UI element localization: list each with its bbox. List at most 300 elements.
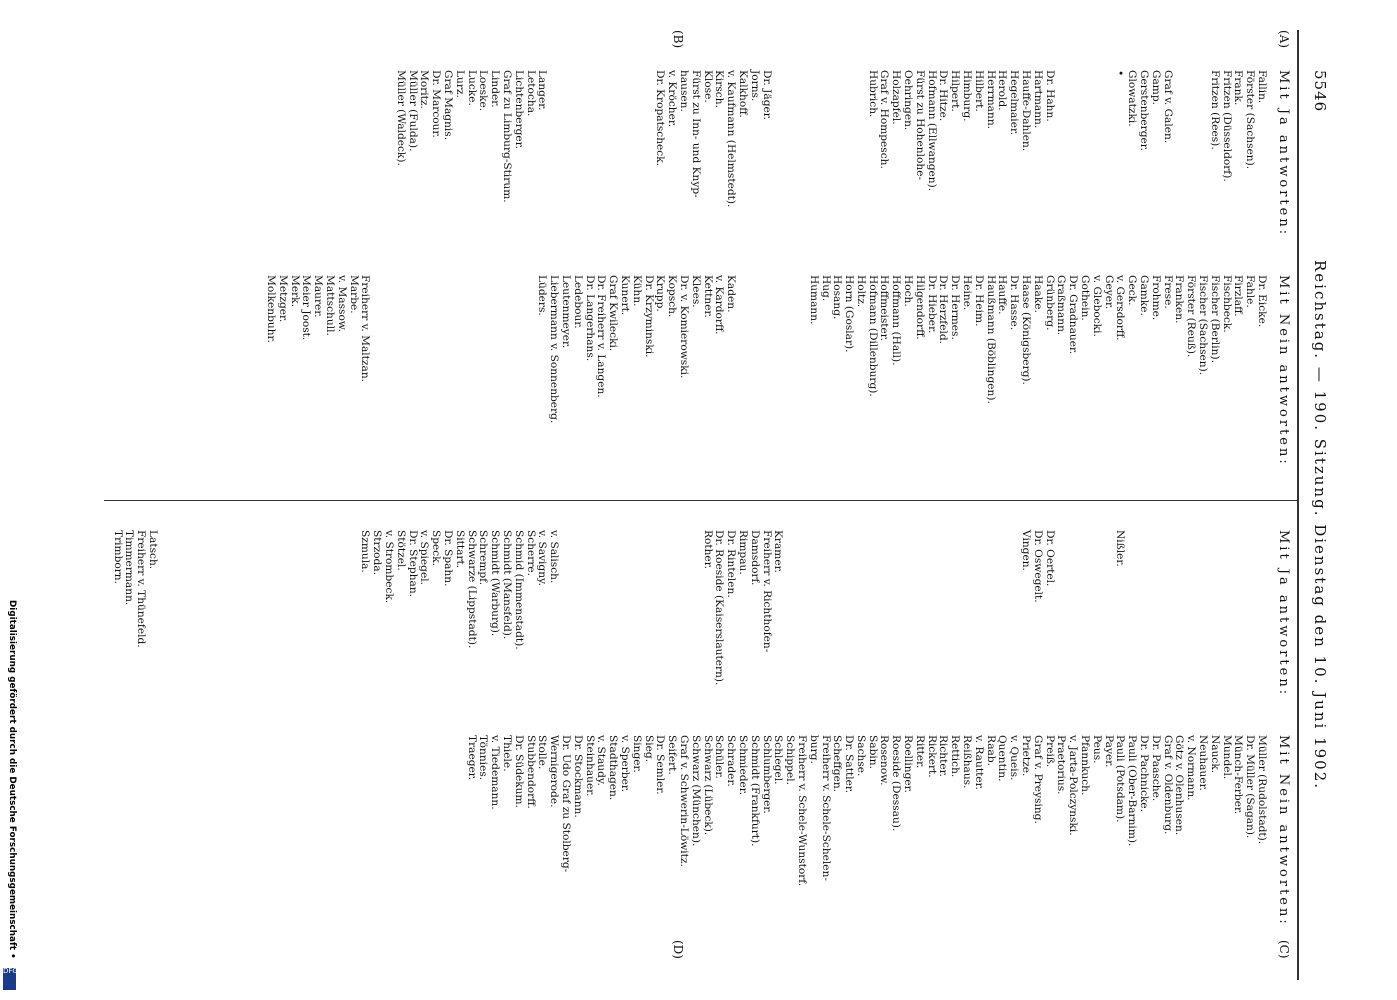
delegate-name: Gamke. <box>1138 275 1151 316</box>
delegate-name: Haake. <box>1031 275 1044 313</box>
delegate-name: Herold. <box>996 70 1009 111</box>
delegate-name: Fischbeck. <box>1220 275 1233 333</box>
blank-line <box>1007 530 1019 685</box>
blank-line <box>547 70 559 207</box>
blank-line <box>960 530 972 685</box>
delegate-name: Letocha. <box>524 70 537 117</box>
right-half <box>111 510 1291 980</box>
delegate-name: Mattschull. <box>324 275 337 336</box>
blank-line <box>1090 530 1102 685</box>
delegate-name: Hilbert. <box>972 70 985 112</box>
delegate-name: Graf zu Limburg-Stirum. <box>501 70 513 203</box>
blank-line <box>406 275 418 423</box>
blank-line <box>429 275 441 423</box>
delegate-name: Horn (Goslar). <box>843 275 856 353</box>
blank-line <box>913 530 925 685</box>
blank-line <box>1125 530 1137 685</box>
delegate-name: Himburg. <box>961 70 974 122</box>
blank-line <box>819 530 831 685</box>
center-column-rule <box>104 500 1299 501</box>
delegate-name: Haußmann (Böblingen). <box>984 275 997 404</box>
delegate-name: Hartmann. <box>1031 70 1044 129</box>
delegate-name: Mundel. <box>1220 735 1233 780</box>
delegate-name: Hauffe. <box>996 275 1009 315</box>
delegate-name: v. Savigny. <box>536 530 549 586</box>
delegate-name: Schippel. <box>784 735 797 785</box>
delegate-name: Traeger. <box>465 735 478 781</box>
blank-line <box>1102 70 1114 207</box>
blank-line <box>595 530 607 685</box>
delegate-name: Freiherr v. Maltzan. <box>359 275 372 383</box>
delegate-name: Scheffgen. <box>831 735 844 793</box>
blank-line <box>1161 530 1173 685</box>
delegate-name: Dr. Langerhans. <box>583 275 596 362</box>
delegate-name: Dr. Pachnicke. <box>1138 735 1151 813</box>
delegate-name: v. Massow. <box>335 275 348 333</box>
delegate-name: Trimborn. <box>111 530 124 584</box>
delegate-name: Schlegel. <box>772 735 785 785</box>
delegate-name: Dr. Südekum. <box>512 735 525 808</box>
blank-line <box>1090 70 1102 207</box>
delegate-name: Rettich. <box>949 735 962 778</box>
delegate-name: Graßmann. <box>1055 275 1068 336</box>
delegate-name: Schmieder. <box>736 735 749 796</box>
delegate-name: Roellinger. <box>902 735 915 793</box>
delegate-name: Leutenmeyer. <box>559 275 572 349</box>
blank-line <box>1066 530 1078 685</box>
delegate-name: Rosenow. <box>878 735 891 786</box>
delegate-name: Graf v. Preysing. <box>1031 735 1044 824</box>
delegate-name: Graf Kwilecki. <box>607 275 620 352</box>
blank-line <box>382 275 394 423</box>
delegate-name: Geyer. <box>1102 275 1115 310</box>
blank-line <box>795 70 807 207</box>
delegate-name: Hauffe-Dahlen. <box>1020 70 1033 152</box>
blank-line <box>736 275 748 423</box>
blank-line <box>996 530 1008 685</box>
delegate-name: Kalkhoff. <box>736 70 749 118</box>
header-rule <box>1297 30 1299 980</box>
delegate-name: Dr. Roeside (Kaiserslautern). <box>713 530 726 686</box>
delegate-name: Liebermann v. Sonnenberg. <box>548 275 561 424</box>
blank-line <box>819 70 831 207</box>
blank-line <box>618 70 630 207</box>
delegate-name: Timmermann. <box>123 530 136 606</box>
delegate-name: Prietze. <box>1020 735 1033 777</box>
blank-line <box>1208 530 1220 685</box>
delegate-name: Tönnies. <box>477 735 490 781</box>
delegate-name: Seifert. <box>666 735 679 775</box>
blank-line <box>170 530 182 685</box>
delegate-name: Heine. <box>961 275 974 311</box>
blank-line <box>311 530 323 685</box>
blank-line <box>323 530 335 685</box>
left-nein-column <box>264 275 1267 423</box>
delegate-name: Richter. <box>937 735 950 777</box>
blank-line <box>1055 530 1067 685</box>
delegate-name: Dr. Freiherr v. Langen. <box>595 275 608 398</box>
blank-line <box>347 530 359 685</box>
blank-line <box>854 530 866 685</box>
blank-line <box>642 70 654 207</box>
blank-line <box>465 275 477 423</box>
blank-line <box>689 530 701 685</box>
dfg-logo: DFG <box>3 968 16 990</box>
delegate-name: Stolle. <box>536 735 549 770</box>
page-title: Reichstag. — 190. Sitzung. Dienstag den 10. Juni 1902. <box>1311 260 1329 791</box>
delegate-name: Dr. Eicke. <box>1256 275 1268 328</box>
delegate-name: Hoch. <box>902 275 915 307</box>
delegate-name: Linder. <box>489 70 502 108</box>
page-header <box>1299 30 1335 980</box>
delegate-name: Rimpau. <box>736 530 749 575</box>
blank-line <box>335 530 347 685</box>
delegate-name: Oehringen. <box>902 70 915 131</box>
delegate-name: Kirsch. <box>713 70 726 108</box>
delegate-name: Hofmann (Dillenburg). <box>866 275 879 397</box>
delegate-name: v. Gersdorff. <box>1114 275 1127 341</box>
delegate-name: Loeske. <box>477 70 490 112</box>
delegate-name: Rickert. <box>925 735 938 778</box>
rotated-page-content <box>75 30 1335 980</box>
blank-line <box>1243 530 1255 685</box>
delegate-name: Dr. Stephan. <box>406 530 419 598</box>
blank-line <box>630 70 642 207</box>
blank-line <box>1184 530 1196 685</box>
delegate-name: Firzlaff. <box>1232 275 1245 317</box>
delegate-name: • <box>1114 70 1127 77</box>
blank-line <box>654 530 666 685</box>
delegate-name: Frohme. <box>1149 275 1162 321</box>
delegate-name: Graf v. Schwerin-Löwitz. <box>677 735 690 867</box>
delegate-name: Hilgendorff. <box>913 275 926 340</box>
delegate-name: v. Normann. <box>1185 735 1198 801</box>
delegate-name: Kühn. <box>630 275 643 307</box>
delegate-name: Schmidt (Frankfurt). <box>748 735 761 847</box>
delegate-name: Dr. Krzyminski. <box>642 275 655 358</box>
blank-line <box>795 530 807 685</box>
blank-line <box>1149 530 1161 685</box>
delegate-name: hausen. <box>677 70 690 112</box>
delegate-name: Roeside (Dessau). <box>890 735 903 832</box>
delegate-name: Dr. Jäger. <box>760 70 773 121</box>
delegate-name: Müller (Rudolstadt). <box>1256 735 1268 845</box>
delegate-name: Graf v. Oldenburg. <box>1161 735 1174 835</box>
right-ja-heading: Mit Ja antworten: <box>1276 530 1291 698</box>
left-half <box>111 30 1291 500</box>
blank-line <box>807 70 819 207</box>
blank-line <box>441 275 453 423</box>
margin-mark-a: (A) <box>1277 30 1291 49</box>
delegate-name: Graf v. Galen. <box>1161 70 1174 144</box>
blank-line <box>890 530 902 685</box>
delegate-name: Kettner. <box>701 275 714 318</box>
delegate-name: Müller (Fulda). <box>406 70 419 152</box>
delegate-name: Hubrich. <box>866 70 879 118</box>
delegate-name: Kramer. <box>772 530 785 573</box>
delegate-name: Pauli (Ober-Barnim). <box>1126 735 1139 847</box>
delegate-name: Kunert. <box>618 275 631 316</box>
delegate-name: Hoffmeister. <box>878 275 891 342</box>
delegate-name: Humann. <box>807 275 820 325</box>
left-ja-column <box>394 70 1267 207</box>
delegate-name: v. Staudy. <box>595 735 608 786</box>
delegate-name: Hug. <box>819 275 832 302</box>
digitization-note: Digitalisierung gefördert durch die Deutsche Forschungsgemeinschaft • <box>7 600 17 959</box>
margin-mark-b: (B) <box>671 30 685 49</box>
blank-line <box>1220 530 1232 685</box>
delegate-name: Gamp. <box>1149 70 1162 105</box>
blank-line <box>606 530 618 685</box>
delegate-name: Sittart. <box>453 530 466 569</box>
blank-line <box>783 530 795 685</box>
blank-line <box>972 530 984 685</box>
delegate-name: Wernigerode. <box>548 735 561 808</box>
delegate-name: Dr. Udo Graf zu Stolberg- <box>559 735 572 873</box>
delegate-name: Schlumberger. <box>760 735 773 814</box>
delegate-name: Schmid (Immenstadt). <box>512 530 525 650</box>
delegate-name: v. Strombeck. <box>383 530 396 604</box>
blank-line <box>854 70 866 207</box>
delegate-name: Jorns. <box>748 70 761 102</box>
delegate-name: Graf Magnis. <box>442 70 455 141</box>
delegate-name: Frese. <box>1161 275 1174 309</box>
delegate-name: Reißhaus. <box>961 735 974 789</box>
delegate-name: Götz v. Olenhusen. <box>1173 735 1186 836</box>
delegate-name: Scherre. <box>524 530 537 577</box>
blank-line <box>370 275 382 423</box>
blank-line <box>1173 70 1185 207</box>
delegate-name: Fischer (Sachsen). <box>1197 275 1210 376</box>
blank-line <box>1137 530 1149 685</box>
blank-line <box>1232 530 1244 685</box>
delegate-name: Klose. <box>701 70 714 103</box>
left-nein-heading: Mit Nein antworten: <box>1276 275 1291 467</box>
delegate-name: Freiherr v. Richthofen- <box>760 530 773 653</box>
delegate-name: Dr. Oswegelt. <box>1031 530 1044 603</box>
delegate-name: Steinhauer. <box>583 735 596 797</box>
delegate-name: Neuhauer. <box>1197 735 1210 791</box>
delegate-name: Fürst zu Inn- und Knyp- <box>689 70 702 198</box>
delegate-name: Marbe. <box>347 275 360 314</box>
delegate-name: Schrempf. <box>477 530 490 586</box>
delegate-name: Sabin. <box>866 735 879 769</box>
blank-line <box>1184 70 1196 207</box>
blank-line <box>288 530 300 685</box>
delegate-name: Preiß. <box>1043 735 1056 768</box>
delegate-name: Ledebour. <box>571 275 584 329</box>
blank-line <box>772 275 784 423</box>
blank-line <box>795 275 807 423</box>
delegate-name: Glowatzki. <box>1126 70 1139 127</box>
delegate-name: Ritter. <box>913 735 926 769</box>
delegate-name: burg. <box>807 735 820 764</box>
delegate-name: Dr. Hasse. <box>1008 275 1021 331</box>
blank-line <box>842 530 854 685</box>
blank-line <box>1102 530 1114 685</box>
delegate-name: Pfannkuch. <box>1079 735 1092 796</box>
delegate-name: Singer. <box>630 735 643 773</box>
delegate-name: Schmidt (Warburg). <box>489 530 502 637</box>
blank-line <box>842 70 854 207</box>
blank-line <box>559 530 571 685</box>
blank-line <box>772 70 784 207</box>
delegate-name: Dr. Müller (Sagan). <box>1244 735 1257 839</box>
delegate-name: Lurz. <box>453 70 466 98</box>
delegate-name: Schwarze (Lippstadt). <box>465 530 478 649</box>
delegate-name: Frank. <box>1232 70 1245 106</box>
delegate-name: Freiherr v. Schele-Wunstorf. <box>795 735 808 887</box>
delegate-name: Quentin. <box>996 735 1009 782</box>
delegate-name: Dr. Kropatscheck. <box>654 70 667 167</box>
delegate-name: Fahle. <box>1244 275 1257 308</box>
delegate-name: Merk. <box>288 275 301 307</box>
delegate-name: Nauck. <box>1208 735 1221 774</box>
delegate-name: Hofmann (Ellwangen). <box>925 70 938 192</box>
delegate-name: Lichtenberger. <box>512 70 525 149</box>
delegate-name: Dr. Spahn. <box>442 530 455 587</box>
delegate-name: Hosang. <box>831 275 844 320</box>
left-ja-heading: Mit Ja antworten: <box>1276 70 1291 238</box>
right-ja-column <box>111 530 1267 685</box>
delegate-name: Kopsch. <box>666 275 679 318</box>
delegate-name: v. Kröcher. <box>666 70 679 128</box>
delegate-name: Damsdorf. <box>748 530 761 586</box>
delegate-name: Dr. Hieber. <box>925 275 938 334</box>
blank-line <box>630 530 642 685</box>
blank-line <box>500 275 512 423</box>
blank-line <box>642 530 654 685</box>
delegate-name: Hegelmaier. <box>1008 70 1021 136</box>
delegate-name: Freiherr v. Schele-Schelen- <box>819 735 832 881</box>
delegate-name: Vingen. <box>1020 530 1033 571</box>
delegate-name: v. Sperber. <box>618 735 631 793</box>
delegate-name: Geck. <box>1126 275 1139 306</box>
blank-line <box>193 530 205 685</box>
delegate-name: Franken. <box>1173 275 1186 324</box>
delegate-name: Fischer (Berlin). <box>1208 275 1221 363</box>
blank-line <box>276 530 288 685</box>
delegate-name: Dr. v. Komierowski. <box>677 275 690 379</box>
delegate-name: Dr. Marcour. <box>430 70 443 138</box>
right-nein-heading: Mit Nein antworten: <box>1276 735 1291 927</box>
delegate-name: Gothein. <box>1079 275 1092 321</box>
delegate-name: Dr. Sattler. <box>843 735 856 794</box>
delegate-name: Dr. Rintelen. <box>725 530 738 598</box>
delegate-name: Freiherr v. Thünefeld. <box>135 530 148 648</box>
blank-line <box>571 530 583 685</box>
delegate-name: Müller (Waldeck). <box>394 70 407 166</box>
delegate-name: Szmula. <box>359 530 372 573</box>
blank-line <box>665 530 677 685</box>
delegate-name: Holzapfel. <box>890 70 903 125</box>
blank-line <box>559 70 571 207</box>
blank-line <box>1255 530 1267 685</box>
delegate-name: Schmidt (Mansfeld). <box>501 530 513 640</box>
delegate-name: Fallin. <box>1256 70 1268 104</box>
delegate-name: Fürst zu Hohenlohe- <box>913 70 926 181</box>
delegate-name: Dr. Heim. <box>972 275 985 327</box>
delegate-name: v. Spiegel. <box>418 530 431 585</box>
blank-line <box>1196 530 1208 685</box>
blank-line <box>252 530 264 685</box>
blank-line <box>1173 530 1185 685</box>
delegate-name: Förster (Reuß). <box>1185 275 1198 358</box>
delegate-name: Grünberg. <box>1043 275 1056 331</box>
blank-line <box>524 275 536 423</box>
delegate-name: Meier Joost. <box>300 275 313 341</box>
delegate-name: v. Queis. <box>1008 735 1021 781</box>
delegate-name: Stubbendorff. <box>524 735 537 809</box>
delegate-name: Pauli (Potsdam). <box>1114 735 1127 823</box>
delegate-name: Thiele. <box>501 735 513 772</box>
blank-line <box>878 530 890 685</box>
blank-line <box>783 70 795 207</box>
delegate-name: Dr. Stockmann. <box>571 735 584 818</box>
delegate-name: Haase (Königsberg). <box>1020 275 1033 385</box>
delegate-name: Praetorius. <box>1055 735 1068 795</box>
delegate-name: Krupp. <box>654 275 667 312</box>
margin-mark-d: (D) <box>671 940 685 959</box>
blank-line <box>264 530 276 685</box>
delegate-name: Kaden. <box>725 275 738 313</box>
delegate-name: Dr. Hitze. <box>937 70 950 122</box>
blank-line <box>158 530 170 685</box>
delegate-name: Klees. <box>689 275 702 308</box>
delegate-name: Förster (Sachsen). <box>1244 70 1257 170</box>
logo-holder <box>0 0 20 1000</box>
blank-line <box>783 275 795 423</box>
margin-mark-c: (C) <box>1277 940 1291 959</box>
delegate-name: Gerstenberger. <box>1138 70 1151 152</box>
delegate-name: Raab. <box>984 735 997 767</box>
delegate-name: Dr. Hahn. <box>1043 70 1056 122</box>
blank-line <box>606 70 618 207</box>
delegate-name: Schrader. <box>725 735 738 787</box>
blank-line <box>595 70 607 207</box>
blank-line <box>901 530 913 685</box>
blank-line <box>748 275 760 423</box>
delegate-name: Fritzen (Düsseldorf). <box>1220 70 1233 182</box>
blank-line <box>1066 70 1078 207</box>
delegate-name: Graf v. Hompesch. <box>878 70 891 169</box>
delegate-name: Holtz. <box>854 275 867 308</box>
delegate-name: Peus. <box>1090 735 1103 764</box>
blank-line <box>937 530 949 685</box>
delegate-name: Molkenbuhr. <box>265 275 278 343</box>
blank-line <box>571 70 583 207</box>
delegate-name: Strzoda. <box>371 530 384 576</box>
blank-line <box>1055 70 1067 207</box>
delegate-name: Sachse. <box>854 735 867 777</box>
blank-line <box>866 530 878 685</box>
delegate-name: v. Tiedemann. <box>489 735 502 810</box>
blank-line <box>488 275 500 423</box>
delegate-name: Latsch. <box>147 530 160 570</box>
blank-line <box>1078 530 1090 685</box>
blank-line <box>1078 70 1090 207</box>
blank-line <box>182 530 194 685</box>
delegate-name: v. Glebocki. <box>1090 275 1103 337</box>
blank-line <box>760 275 772 423</box>
blank-line <box>677 530 689 685</box>
blank-line <box>477 275 489 423</box>
blank-line <box>807 530 819 685</box>
blank-line <box>618 530 630 685</box>
delegate-name: Schwarz (Lübeck). <box>701 735 714 836</box>
delegate-name: Dr. Oertel. <box>1043 530 1056 587</box>
delegate-name: Maurer. <box>312 275 325 318</box>
